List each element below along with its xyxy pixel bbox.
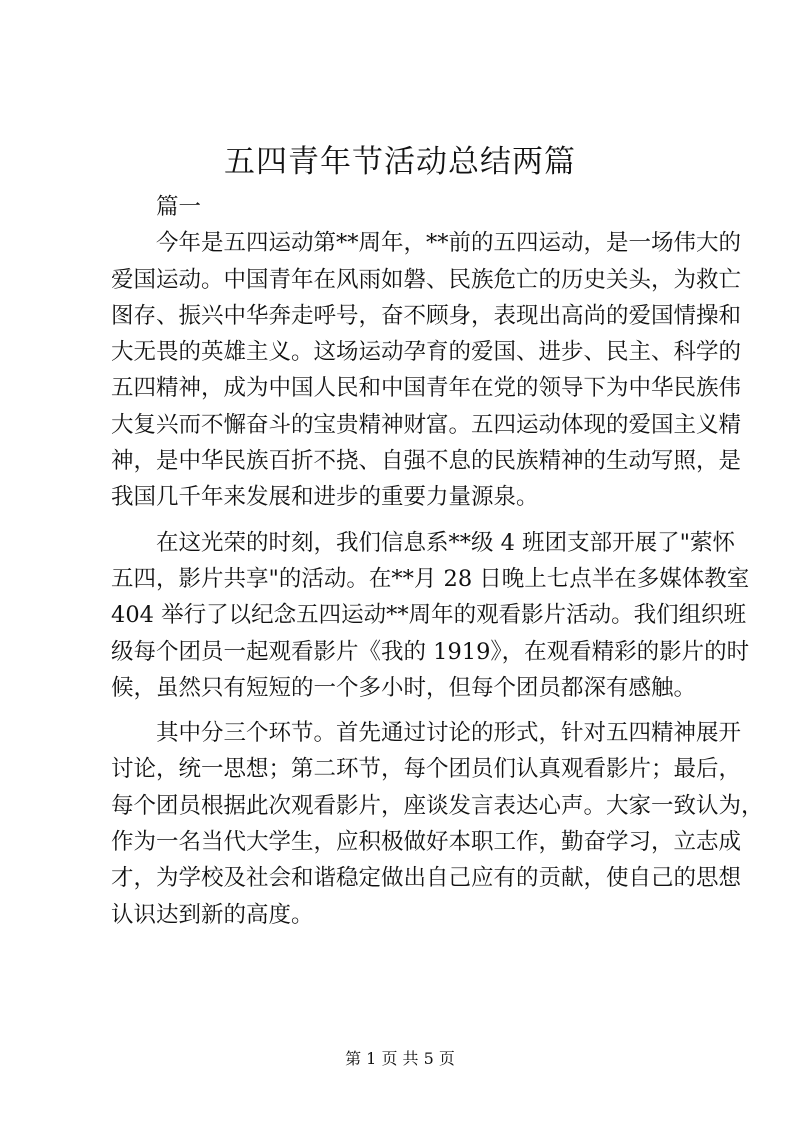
paragraph-line: 404 举行了以纪念五四运动**周年的观看影片活动。我们组织班 bbox=[111, 602, 747, 629]
paragraph-line: 五四精神，成为中国人民和中国青年在党的领导下为中华民族伟 bbox=[111, 375, 742, 402]
paragraph-line: 神，是中华民族百折不挠、自强不息的民族精神的生动写照，是 bbox=[111, 448, 742, 475]
paragraph-2 bbox=[111, 525, 750, 706]
paragraph-line: 候，虽然只有短短的一个多小时，但每个团员都深有感触。 bbox=[111, 674, 697, 701]
paragraph-line: 认识达到新的高度。 bbox=[111, 901, 314, 928]
page-number-footer: 第 1 页 共 5 页 bbox=[345, 1049, 455, 1068]
paragraph-1 bbox=[111, 225, 742, 515]
paragraph-line: 其中分三个环节。首先通过讨论的形式，针对五四精神展开 bbox=[156, 720, 742, 747]
section-label: 篇一 bbox=[156, 194, 202, 220]
document-body bbox=[111, 189, 764, 933]
paragraph-line: 大复兴而不懈奋斗的宝贵精神财富。五四运动体现的爱国主义精 bbox=[111, 411, 742, 438]
document-title: 五四青年节活动总结两篇 bbox=[224, 144, 576, 180]
paragraph-line: 级每个团员一起观看影片《我的 1919》，在观看精彩的影片的时 bbox=[111, 638, 750, 665]
paragraph-line: 图存、振兴中华奔走呼号，奋不顾身，表现出高尚的爱国情操和 bbox=[111, 302, 742, 329]
paragraph-line: 五四，影片共享"的活动。在**月 28 日晚上七点半在多媒体教室 bbox=[111, 565, 750, 592]
paragraph-line: 我国几千年来发展和进步的重要力量源泉。 bbox=[111, 484, 539, 511]
paragraph-line: 在这光荣的时刻，我们信息系**级 4 班团支部开展了"萦怀 bbox=[156, 529, 735, 556]
paragraph-line: 才，为学校及社会和谐稳定做出自己应有的贡献，使自己的思想 bbox=[111, 865, 742, 892]
paragraph-line: 讨论，统一思想；第二环节，每个团员们认真观看影片；最后， bbox=[111, 756, 742, 783]
paragraph-3 bbox=[111, 715, 764, 933]
paragraph-line: 作为一名当代大学生，应积极做好本职工作，勤奋学习，立志成 bbox=[111, 829, 742, 856]
paragraph-line: 每个团员根据此次观看影片，座谈发言表达心声。大家一致认为， bbox=[111, 792, 764, 819]
paragraph-line: 今年是五四运动第**周年，**前的五四运动，是一场伟大的 bbox=[156, 230, 742, 257]
paragraph-line: 大无畏的英雄主义。这场运动孕育的爱国、进步、民主、科学的 bbox=[111, 339, 742, 366]
paragraph-line: 爱国运动。中国青年在风雨如磐、民族危亡的历史关头，为救亡 bbox=[111, 266, 742, 293]
paragraph-spacer bbox=[111, 706, 711, 715]
paragraph-spacer bbox=[111, 516, 711, 525]
